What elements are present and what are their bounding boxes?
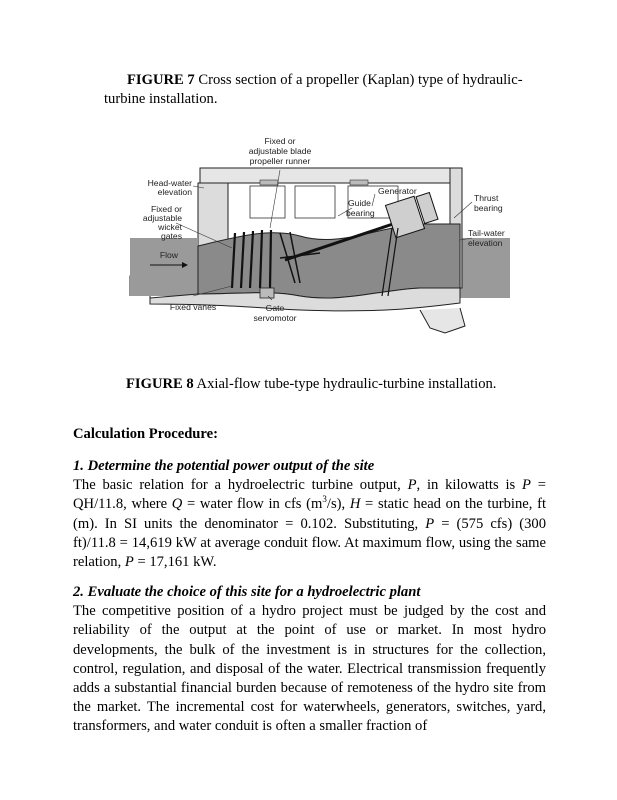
label-servo-1: Gate xyxy=(265,303,285,313)
s1-text-3: = QH/11.8, where xyxy=(73,477,546,513)
s1-text-7: = (575 cfs) (300 ft)/11.8 = 14,619 kW at average conduit flow. At maximum flow, using the same relation, xyxy=(73,515,547,571)
var-p: P xyxy=(124,554,134,571)
label-guide-1: Guide xyxy=(348,198,371,208)
s1-text-1: The basic relation for a hydroelectric turbine output, xyxy=(73,477,408,494)
figure-8-caption xyxy=(126,375,496,394)
label-flow: Flow xyxy=(159,250,178,260)
var-p: P xyxy=(522,477,531,494)
label-headwater-2: elevation xyxy=(157,187,192,197)
var-h: H xyxy=(349,496,361,513)
var-q: Q xyxy=(171,496,183,513)
head-water xyxy=(130,238,198,296)
figure-8-label: FIGURE 8 xyxy=(126,376,194,392)
label-tailwater-1: Tail-water xyxy=(468,228,505,238)
section-2-number: 2. xyxy=(73,584,84,600)
label-gates-3: wicket xyxy=(158,222,182,232)
label-gates-2: adjustable xyxy=(142,213,182,223)
label-headwater-1: Head-water xyxy=(147,178,192,188)
label-runner-1: Fixed or xyxy=(264,136,296,146)
label-servo-2: servomotor xyxy=(253,313,297,323)
label-gates-4: gates xyxy=(160,231,182,241)
figure-8-caption-text: Axial-flow tube-type hydraulic-turbine installation. xyxy=(196,376,497,392)
s1-text-5: /s), xyxy=(326,496,350,513)
label-thrust-1: Thrust xyxy=(474,193,499,203)
label-thrust-2: bearing xyxy=(474,203,503,213)
concrete-structure xyxy=(200,168,460,183)
section-1 xyxy=(73,457,546,572)
section-2-title: Evaluate the choice of this site for a hydroelectric plant xyxy=(87,584,421,600)
section-2-heading xyxy=(73,583,546,602)
figure-8-diagram xyxy=(120,128,520,358)
var-p: P xyxy=(407,477,417,494)
s1-text-4: = water flow in cfs (m xyxy=(182,496,323,513)
label-gates-1: Fixed or xyxy=(150,204,182,214)
section-1-title: Determine the potential power output of the site xyxy=(87,458,375,474)
water-conduit xyxy=(198,224,460,298)
s1-text-6: = static head on the turbine, ft (m). In SI units the denominator = 0.102. Substituting, xyxy=(73,496,547,532)
section-1-heading xyxy=(73,457,546,476)
section-1-number: 1. xyxy=(73,458,84,474)
figure-7-label: FIGURE 7 xyxy=(127,72,195,88)
label-fixed-vanes: Fixed vanes xyxy=(169,302,217,312)
figure-7-caption-text: Cross section of a propeller (Kaplan) type of hydraulic-turbine installation. xyxy=(104,72,523,108)
figure-7-caption xyxy=(104,71,546,109)
superscript-3: 3 xyxy=(322,494,327,505)
label-tailwater-2: elevation xyxy=(468,238,503,248)
section-2 xyxy=(73,583,546,737)
gate-servomotor xyxy=(260,288,274,298)
label-runner-3: propeller runner xyxy=(249,156,311,166)
s1-text-2: , in kilowatts is xyxy=(416,477,523,494)
var-p: P xyxy=(425,515,435,532)
section-2-body: The competitive position of a hydro project must be judged by the cost and reliability of the output at the point of use or market. In most hydro developments, the bulk of the investment is in structures for the collection, control, regulation, and disposal of the water. Electrical transmission frequently adds a substantial financial burden because of remoteness of the hydro site from the market. The incremental cost for waterwheels, generators, switches, yard, transformers, and water conduit is often a smaller fraction of xyxy=(73,603,546,735)
s1-text-8: = 17,161 kW. xyxy=(133,554,217,571)
procedure-heading: Calculation Procedure: xyxy=(73,426,218,442)
label-guide-2: bearing xyxy=(346,208,375,218)
label-generator: Generator xyxy=(378,186,417,196)
label-runner-2: adjustable blade xyxy=(248,146,312,156)
